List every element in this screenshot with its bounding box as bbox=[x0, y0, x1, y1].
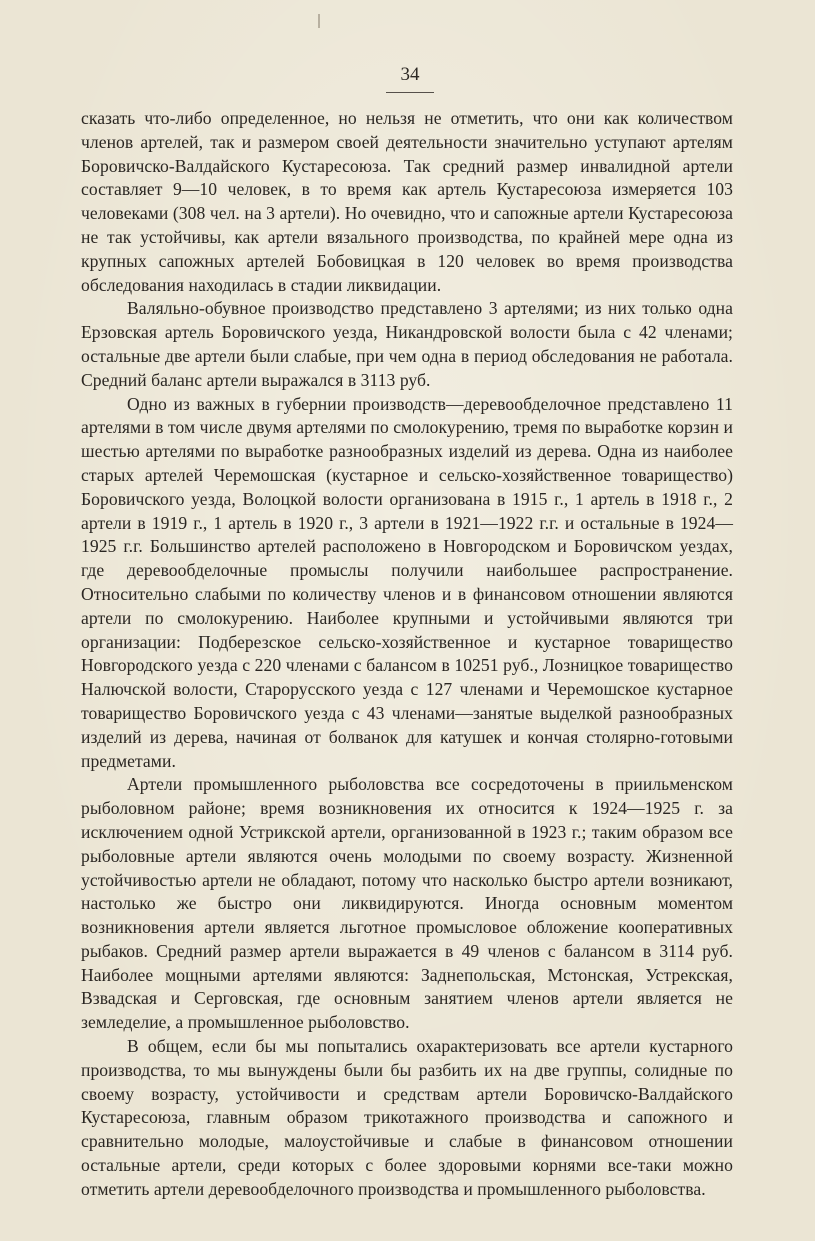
paragraph-5: В общем, если бы мы попытались охарактеризовать все артели кустарного производства, то мы вынуждены были бы разбить их на две группы, солидные по своему возрасту, устойчивости и средствам артели Боровичско-Валдайского Кустаресоюза, главным образом трикотажного производства и сапожного и сравнительно молодые, малоустойчивые и слабые в финансовом отношении остальные артели, среди которых с более здоровыми корнями все-таки можно отметить артели деревообделочного производства и промышленного рыболовства. bbox=[81, 1036, 733, 1199]
paragraph-2: Валяльно-обувное производство представлено 3 артелями; из них только одна Ерзовская артель Боровичского уезда, Никандровской волости была с 42 членами; остальные две артели были слабые, при чем одна в период обследования не работала. Средний баланс артели выражался в 3113 руб. bbox=[81, 298, 733, 390]
scan-mark bbox=[318, 14, 320, 28]
page-number: 34 bbox=[400, 64, 420, 85]
paragraph-4: Артели промышленного рыболовства все сосредоточены в приильменском рыболовном районе; время возникновения их относится к 1924—1925 г. за исключением одной Устрикской артели, организованной в 1923 г.; таким образом все рыболовные артели являются очень молодыми по своему возрасту. Жизненной устойчивостью артели не обладают, потому что насколько быстро артели возникают, настолько же быстро они ликвидируются. Иногда основным моментом возникновения артели является льготное промысловое обложение кооперативных рыбаков. Средний размер артели выражается в 49 членов с балансом в 3114 руб. Наиболее мощными артелями являются: Заднепольская, Мстонская, Устрекская, Взвадская и Серговская, где основным занятием членов артели является не земледелие, а промышленное рыболовство. bbox=[81, 774, 733, 1033]
body-text bbox=[81, 107, 733, 1202]
paragraph-1: сказать что-либо определенное, но нельзя не отметить, что они как количеством членов артелей, так и размером своей деятельности значительно уступают артелям Боровичско-Валдайского Кустаресоюза. Так средний размер инвалидной артели составляет 9—10 человек, в то время как артель Кустаресоюза измеряется 103 человеками (308 чел. на 3 артели). Но очевидно, что и сапожные артели Кустаресоюза не так устойчивы, как артели вязального производства, по крайней мере одна из крупных сапожных артелей Бобовицкая в 120 человек во время производства обследования находилась в стадии ликвидации. bbox=[81, 108, 733, 295]
page-number-underline bbox=[386, 92, 434, 93]
paragraph-3: Одно из важных в губернии производств—деревообделочное представлено 11 артелями в том числе двумя артелями по смолокурению, тремя по выработке корзин и шестью артелями по выработке разнообразных изделий из дерева. Одна из наиболее старых артелей Черемошская (кустарное и сельско-хозяйственное товарищество) Боровичского уезда, Волоцкой волости организована в 1915 г., 1 артель в 1918 г., 2 артели в 1919 г., 1 артель в 1920 г., 3 артели в 1921—1922 г.г. и остальные в 1924—1925 г.г. Большинство артелей расположено в Новгородском и Боровичском уездах, где деревообделочные промыслы получили наибольшее распространение. Относительно слабыми по количеству членов и в финансовом отношении являются артели по смолокурению. Наиболее крупными и устойчивыми являются три организации: Подберезское сельско-хозяйственное и кустарное товарищество Новгородского уезда с 220 членами с балансом в 10251 руб., Лозницкое товарищество Налючской волости, Старорусского уезда с 127 членами и Черемошское кустарное товарищество Боровичского уезда с 43 членами—занятые выделкой разнообразных изделий из дерева, начиная от болванок для катушек и кончая столярно-готовыми предметами. bbox=[81, 393, 733, 771]
